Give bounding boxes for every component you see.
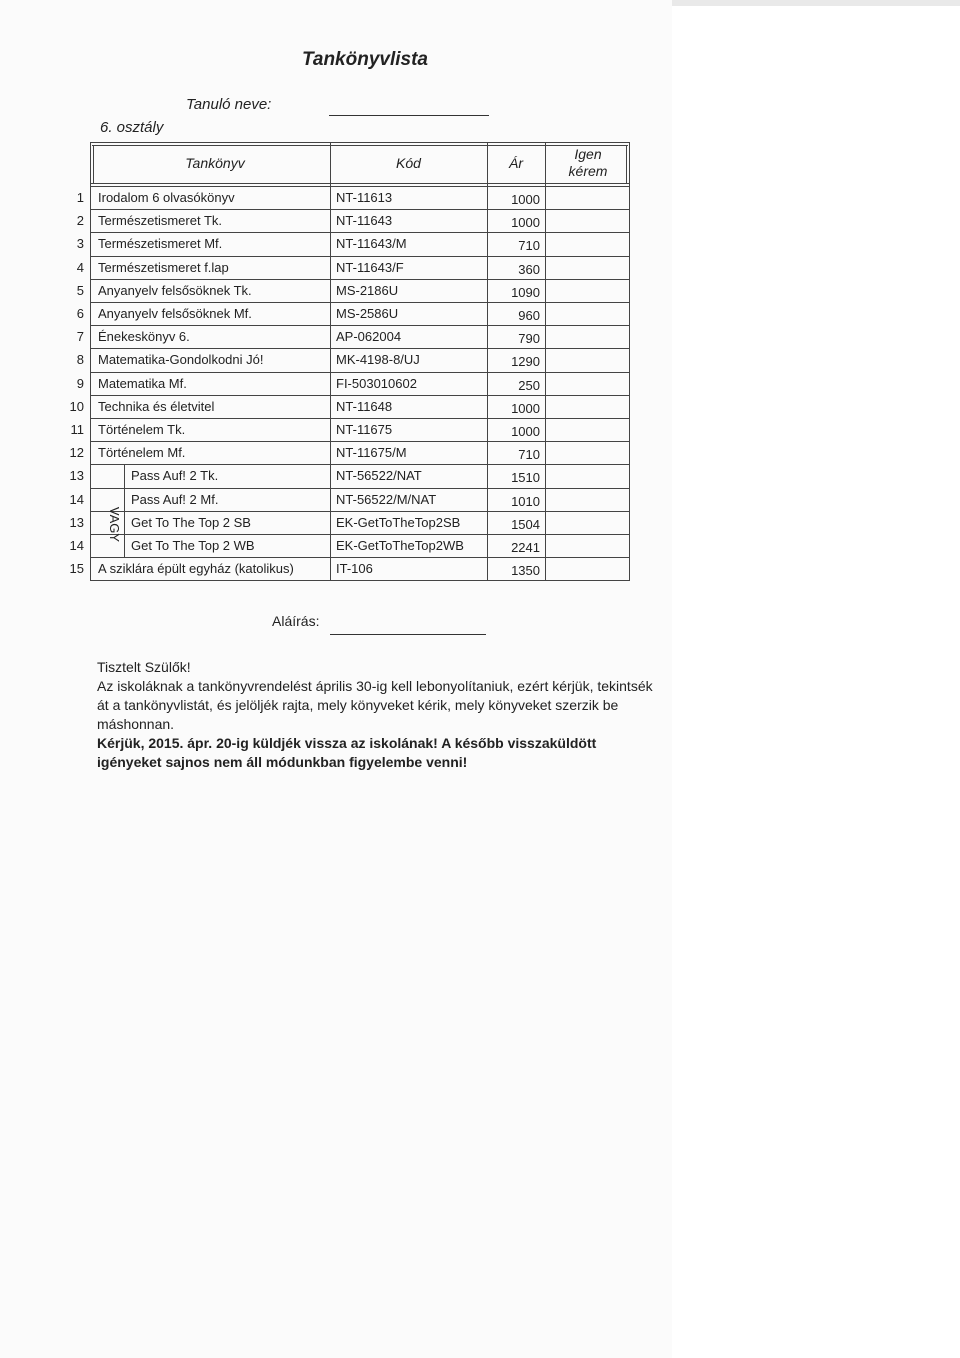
table-row-border bbox=[90, 557, 630, 558]
table-border bbox=[330, 142, 331, 580]
table-border bbox=[629, 142, 630, 580]
book-title: Pass Auf! 2 Tk. bbox=[131, 468, 219, 484]
parent-note bbox=[97, 658, 657, 772]
book-code: NT-56522/M/NAT bbox=[336, 491, 437, 507]
table-border bbox=[487, 142, 488, 580]
order-checkbox-cell[interactable] bbox=[552, 421, 622, 438]
book-price: 1000 bbox=[511, 400, 540, 416]
student-name-label: Tanuló neve: bbox=[186, 96, 272, 113]
book-price: 1010 bbox=[511, 493, 540, 509]
table-border bbox=[90, 186, 630, 187]
table-row-border bbox=[90, 279, 630, 280]
book-code: IT-106 bbox=[336, 561, 373, 577]
book-title: Énekeskönyv 6. bbox=[98, 329, 190, 345]
order-checkbox-cell[interactable] bbox=[552, 537, 622, 554]
row-number: 1 bbox=[76, 190, 84, 205]
table-row-border bbox=[90, 441, 630, 442]
table-border bbox=[92, 145, 628, 146]
order-checkbox-cell[interactable] bbox=[552, 328, 622, 345]
table-row-border bbox=[90, 372, 630, 373]
book-title: Természetismeret Mf. bbox=[98, 236, 223, 252]
table-row-border bbox=[90, 256, 630, 257]
book-title: Történelem Tk. bbox=[98, 422, 186, 437]
table-border bbox=[545, 142, 546, 580]
row-number: 2 bbox=[76, 213, 84, 229]
book-code: NT-11643 bbox=[336, 213, 393, 229]
book-title: Matematika Mf. bbox=[98, 375, 187, 391]
table-row-border bbox=[90, 464, 630, 465]
book-code: NT-11675 bbox=[336, 422, 393, 437]
book-code: NT-11675/M bbox=[336, 445, 407, 461]
row-number: 3 bbox=[76, 236, 84, 252]
book-price: 710 bbox=[518, 447, 540, 463]
book-title: Természetismeret Tk. bbox=[98, 213, 223, 229]
book-code: MS-2586U bbox=[336, 306, 399, 321]
order-checkbox-cell[interactable] bbox=[552, 398, 622, 415]
student-name-line bbox=[329, 115, 489, 116]
header-book: Tankönyv bbox=[185, 155, 245, 171]
row-number: 11 bbox=[70, 422, 84, 437]
table-row-border bbox=[90, 534, 630, 535]
order-checkbox-cell[interactable] bbox=[552, 282, 622, 299]
table-row-border bbox=[90, 511, 630, 512]
row-number: 13 bbox=[69, 468, 84, 484]
scan-edge bbox=[672, 0, 960, 6]
book-code: NT-11648 bbox=[336, 398, 393, 414]
order-checkbox-cell[interactable] bbox=[552, 305, 622, 322]
order-checkbox-cell[interactable] bbox=[552, 189, 622, 206]
table-border bbox=[90, 142, 630, 143]
table-row-border bbox=[90, 395, 630, 396]
order-checkbox-cell[interactable] bbox=[552, 212, 622, 229]
book-code: MS-2186U bbox=[336, 282, 399, 298]
row-number: 13 bbox=[69, 514, 84, 530]
book-title: A sziklára épült egyház (katolikus) bbox=[98, 561, 294, 577]
order-checkbox-cell[interactable] bbox=[552, 514, 622, 531]
vagy-label: VAGY bbox=[107, 506, 123, 543]
book-title: Anyanyelv felsősöknek Tk. bbox=[98, 282, 252, 298]
table-row-border bbox=[90, 488, 630, 489]
row-number: 14 bbox=[69, 538, 84, 553]
order-checkbox-cell[interactable] bbox=[552, 259, 622, 276]
book-price: 250 bbox=[518, 377, 540, 393]
order-checkbox-cell[interactable] bbox=[552, 560, 622, 577]
book-title: Irodalom 6 olvasókönyv bbox=[98, 190, 235, 205]
order-checkbox-cell[interactable] bbox=[552, 444, 622, 461]
table-row-border bbox=[90, 209, 630, 210]
book-title: Matematika-Gondolkodni Jó! bbox=[98, 352, 264, 368]
book-price: 1000 bbox=[511, 424, 540, 439]
book-price: 1504 bbox=[511, 516, 540, 532]
book-price: 710 bbox=[518, 238, 540, 254]
header-want: Igen kérem bbox=[568, 146, 608, 179]
row-number: 14 bbox=[69, 491, 84, 507]
table-border bbox=[93, 145, 94, 183]
book-code: AP-062004 bbox=[336, 329, 402, 345]
book-code: NT-11643/M bbox=[336, 236, 407, 252]
order-checkbox-cell[interactable] bbox=[552, 351, 622, 368]
table-row-border bbox=[90, 325, 630, 326]
book-title: Get To The Top 2 SB bbox=[131, 514, 251, 530]
book-price: 1510 bbox=[511, 470, 540, 486]
table-row-border bbox=[90, 232, 630, 233]
row-number: 6 bbox=[76, 306, 84, 321]
book-table bbox=[69, 142, 630, 590]
book-price: 1090 bbox=[511, 284, 540, 300]
book-code: EK-GetToTheTop2WB bbox=[336, 538, 464, 553]
book-code: EK-GetToTheTop2SB bbox=[336, 514, 461, 530]
order-checkbox-cell[interactable] bbox=[552, 235, 622, 252]
book-price: 1000 bbox=[511, 215, 540, 231]
book-price: 1290 bbox=[511, 354, 540, 370]
book-price: 1350 bbox=[511, 563, 540, 579]
order-checkbox-cell[interactable] bbox=[552, 467, 622, 484]
book-code: NT-11643/F bbox=[336, 259, 404, 275]
table-row-border bbox=[90, 580, 630, 581]
table-row-border bbox=[90, 348, 630, 349]
note-deadline: Kérjük, 2015. ápr. 20-ig küldjék vissza az iskolának! A később visszaküldött igényeket sajnos nem áll módunkban figyelembe venni! bbox=[97, 735, 597, 770]
note-body: Az iskoláknak a tankönyvrendelést április 30-ig kell lebonyolítaniuk, ezért kérjük, tekintsék át a tankönyvlistát, és jelöljék rajta, mely könyveket kérik, mely könyveket szerzik be máshonnan. bbox=[97, 678, 653, 732]
row-number: 4 bbox=[76, 259, 84, 275]
signature-label: Aláírás: bbox=[272, 613, 320, 629]
row-number: 7 bbox=[76, 329, 84, 345]
book-price: 1000 bbox=[511, 192, 540, 207]
table-row-border bbox=[90, 418, 630, 419]
book-price: 790 bbox=[518, 331, 540, 347]
order-checkbox-cell[interactable] bbox=[552, 491, 622, 508]
book-title: Történelem Mf. bbox=[98, 445, 186, 461]
row-number: 10 bbox=[69, 398, 84, 414]
book-title: Anyanyelv felsősöknek Mf. bbox=[98, 306, 252, 321]
book-code: NT-11613 bbox=[336, 190, 393, 205]
book-code: NT-56522/NAT bbox=[336, 468, 422, 484]
table-row-border bbox=[90, 302, 630, 303]
book-price: 2241 bbox=[511, 540, 540, 555]
book-code: MK-4198-8/UJ bbox=[336, 352, 420, 368]
table-border bbox=[90, 142, 91, 580]
header-price: Ár bbox=[509, 155, 523, 171]
page-title: Tankönyvlista bbox=[301, 49, 428, 70]
row-number: 12 bbox=[69, 445, 84, 461]
book-price: 360 bbox=[518, 261, 540, 277]
book-title: Természetismeret f.lap bbox=[98, 259, 229, 275]
book-code: FI-503010602 bbox=[336, 375, 417, 391]
row-number: 15 bbox=[69, 561, 84, 577]
order-checkbox-cell[interactable] bbox=[552, 375, 622, 392]
grade-label: 6. osztály bbox=[100, 119, 164, 136]
book-title: Pass Auf! 2 Mf. bbox=[131, 491, 219, 507]
table-border bbox=[626, 145, 627, 183]
book-title: Get To The Top 2 WB bbox=[131, 538, 255, 553]
row-number: 5 bbox=[76, 282, 84, 298]
table-border bbox=[90, 183, 630, 184]
signature-line bbox=[330, 634, 486, 635]
header-code: Kód bbox=[396, 155, 421, 171]
book-price: 960 bbox=[518, 308, 540, 323]
book-title: Technika és életvitel bbox=[98, 398, 215, 414]
note-greeting: Tisztelt Szülők! bbox=[97, 659, 191, 675]
row-number: 8 bbox=[76, 352, 84, 368]
row-number: 9 bbox=[76, 375, 84, 391]
